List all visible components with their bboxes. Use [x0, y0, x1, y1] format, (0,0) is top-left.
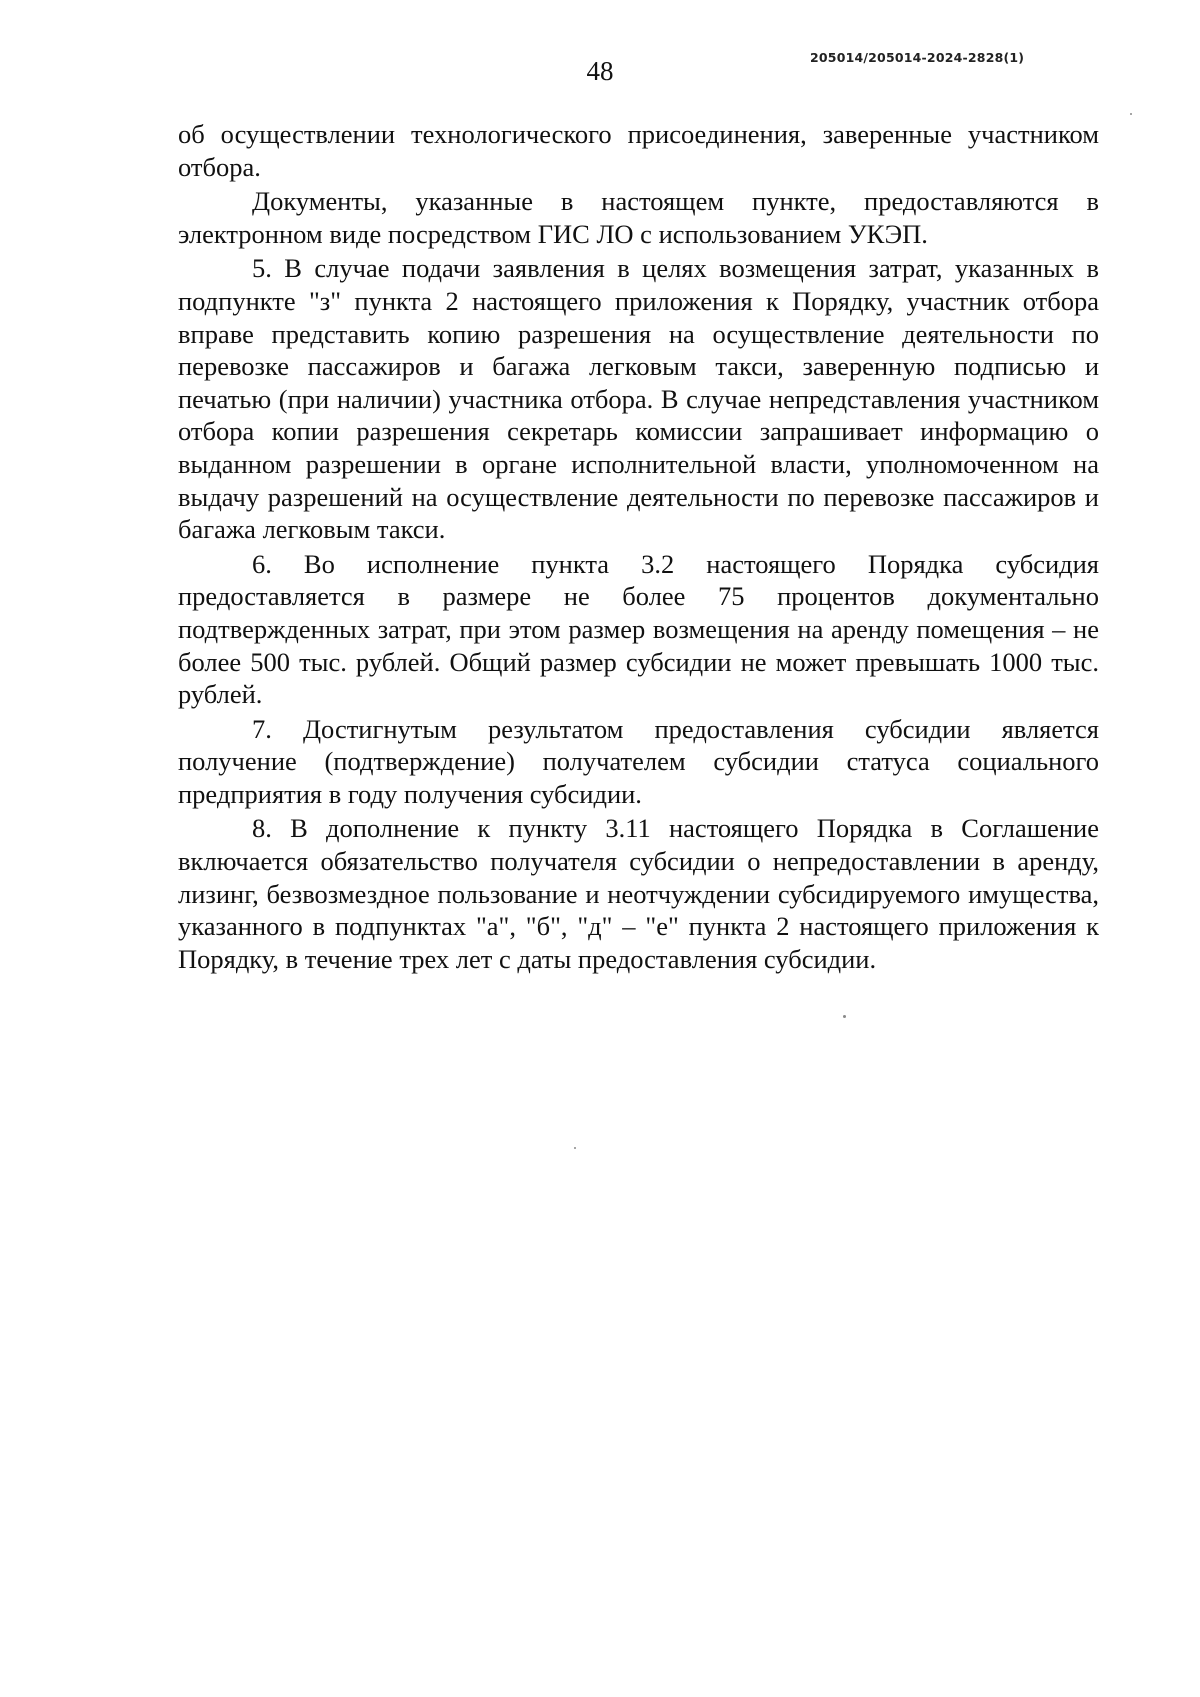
- paragraph-continuation: об осуществлении технологического присоединения, заверенные участником отбора.: [178, 119, 1099, 182]
- paragraph-documents: Документы, указанные в настоящем пункте, предоставляются в электронном виде посредством ГИС ЛО с использованием УКЭП.: [178, 186, 1099, 249]
- scan-speck: [574, 1147, 576, 1149]
- paragraph-item-5: 5. В случае подачи заявления в целях возмещения затрат, указанных в подпункте "з" пункта 2 настоящего приложения к Порядку, участник отбора вправе представить копию разрешения на осуществление деятельности по перевозке пассажиров и багажа легковым такси, заверенную подписью и печатью (при наличии) участника отбора. В случае непредставления участником отбора копии разрешения секретарь комиссии запрашивает информацию о выданном разрешении в органе исполнительной власти, уполномоченном на выдачу разрешений на осуществление деятельности по перевозке пассажиров и багажа легковым такси.: [178, 253, 1099, 545]
- paragraph-item-7: 7. Достигнутым результатом предоставления субсидии является получение (подтверждение) получателем субсидии статуса социального предприятия в году получения субсидии.: [178, 713, 1099, 809]
- paragraph-item-6: 6. Во исполнение пункта 3.2 настоящего Порядка субсидия предоставляется в размере не более 75 процентов документально подтвержденных затрат, при этом размер возмещения на аренду помещения – не более 500 тыс. рублей. Общий размер субсидии не может превышать 1000 тыс. рублей.: [178, 548, 1099, 710]
- document-id: 205014/205014-2024-2828(1): [810, 50, 1025, 65]
- paragraph-item-8: 8. В дополнение к пункту 3.11 настоящего Порядка в Соглашение включается обязательство получателя субсидии о непредоставлении в аренду, лизинг, безвозмездное пользование и неотчуждении субсидируемого имущества, указанного в подпунктах "а", "б", "д" – "е" пункта 2 настоящего приложения к Порядку, в течение трех лет с даты предоставления субсидии.: [178, 813, 1099, 974]
- document-body: [178, 118, 1099, 977]
- scan-speck: [843, 1015, 846, 1018]
- scan-speck: [1130, 113, 1132, 115]
- page-number: 48: [586, 56, 614, 86]
